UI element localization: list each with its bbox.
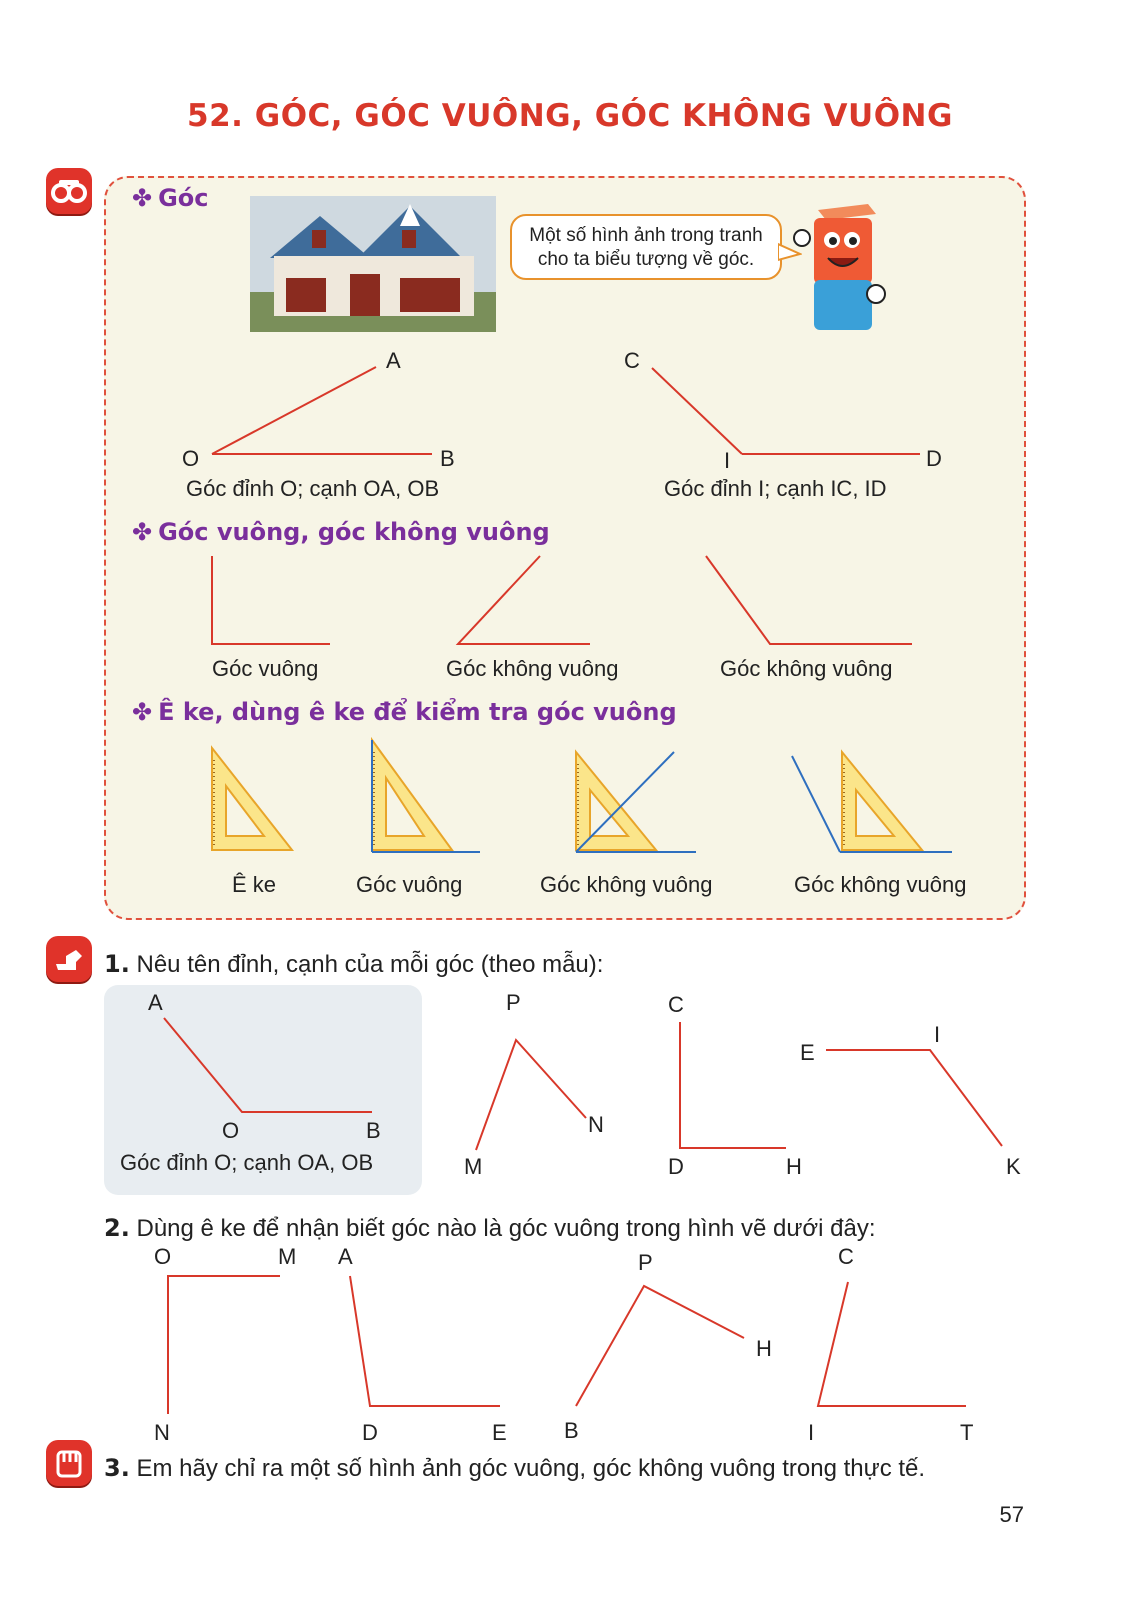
label-n: N bbox=[588, 1112, 604, 1137]
label-m2: M bbox=[278, 1244, 297, 1269]
exercise-2-text: Dùng ê ke để nhận biết góc nào là góc vuông trong hình vẽ dưới đây: bbox=[136, 1215, 876, 1242]
eke-caption-3: Góc không vuông bbox=[540, 872, 713, 897]
label-c: C bbox=[668, 992, 684, 1017]
label-m: M bbox=[464, 1154, 483, 1179]
clover-icon: ✤ bbox=[132, 518, 153, 546]
acute-angle-caption: Góc không vuông bbox=[446, 656, 619, 681]
label-d: D bbox=[668, 1154, 684, 1179]
point-label-b: B bbox=[440, 446, 455, 471]
point-label-d: D bbox=[926, 446, 942, 471]
section-heading-eke-text: Ê ke, dùng ê ke để kiểm tra góc vuông bbox=[158, 698, 677, 726]
angle-ade bbox=[350, 1276, 500, 1406]
sample-label-o: O bbox=[222, 1118, 240, 1143]
obtuse-angle-caption: Góc không vuông bbox=[720, 656, 893, 681]
sample-caption: Góc đỉnh O; cạnh OA, OB bbox=[120, 1150, 374, 1175]
label-c2: C bbox=[838, 1244, 854, 1269]
exercise-2-number: 2. bbox=[104, 1214, 130, 1242]
angle-omn bbox=[168, 1276, 280, 1414]
apply-fist-icon bbox=[46, 1440, 92, 1486]
label-h: H bbox=[786, 1154, 802, 1179]
label-h2: H bbox=[756, 1336, 772, 1361]
right-angle-caption: Góc vuông bbox=[212, 656, 319, 681]
label-e: E bbox=[800, 1040, 815, 1065]
exercise-3-text: Em hãy chỉ ra một số hình ảnh góc vuông, góc không vuông trong thực tế. bbox=[136, 1455, 926, 1482]
sample-label-b: B bbox=[366, 1118, 381, 1143]
angle1-caption: Góc đỉnh O; cạnh OA, OB bbox=[186, 476, 440, 501]
angle-cit bbox=[818, 1282, 966, 1406]
exercise-3-number: 3. bbox=[104, 1454, 130, 1482]
bubble-line-2: cho ta biểu tượng về góc. bbox=[537, 249, 755, 270]
point-label-a: A bbox=[386, 348, 401, 373]
exercise-1-number: 1. bbox=[104, 950, 130, 978]
angle2-caption: Góc đỉnh I; cạnh IC, ID bbox=[664, 476, 887, 501]
exercise-1-text: Nêu tên đỉnh, cạnh của mỗi góc (theo mẫu): bbox=[136, 951, 604, 978]
exercise-3-prompt bbox=[104, 1454, 925, 1483]
eke-caption-1: Ê ke bbox=[232, 872, 277, 897]
label-p: P bbox=[506, 990, 521, 1015]
sample-label-a: A bbox=[148, 990, 163, 1015]
label-b2: B bbox=[564, 1418, 579, 1443]
label-d2: D bbox=[362, 1420, 378, 1445]
label-i: I bbox=[934, 1022, 941, 1047]
label-n2: N bbox=[154, 1420, 170, 1445]
label-e2: E bbox=[492, 1420, 507, 1445]
label-t2: T bbox=[960, 1420, 974, 1445]
label-o2: O bbox=[154, 1244, 172, 1269]
bubble-line-1: Một số hình ảnh trong tranh bbox=[529, 225, 763, 246]
section-heading-vuong-text: Góc vuông, góc không vuông bbox=[158, 518, 550, 546]
point-label-i: I bbox=[724, 448, 731, 473]
clover-icon: ✤ bbox=[132, 184, 153, 212]
page-title: 52. GÓC, GÓC VUÔNG, GÓC KHÔNG VUÔNG bbox=[187, 98, 953, 134]
label-k: K bbox=[1006, 1154, 1021, 1179]
eke-caption-2: Góc vuông bbox=[356, 872, 463, 897]
label-i2: I bbox=[808, 1420, 815, 1445]
clover-icon: ✤ bbox=[132, 698, 153, 726]
label-a2: A bbox=[338, 1244, 353, 1269]
eke-caption-4: Góc không vuông bbox=[794, 872, 967, 897]
label-p2: P bbox=[638, 1250, 653, 1275]
point-label-o: O bbox=[182, 446, 200, 471]
page-number: 57 bbox=[999, 1502, 1024, 1527]
point-label-c: C bbox=[624, 348, 640, 373]
angle-pbh bbox=[576, 1286, 744, 1406]
section-heading-goc-text: Góc bbox=[158, 184, 209, 212]
